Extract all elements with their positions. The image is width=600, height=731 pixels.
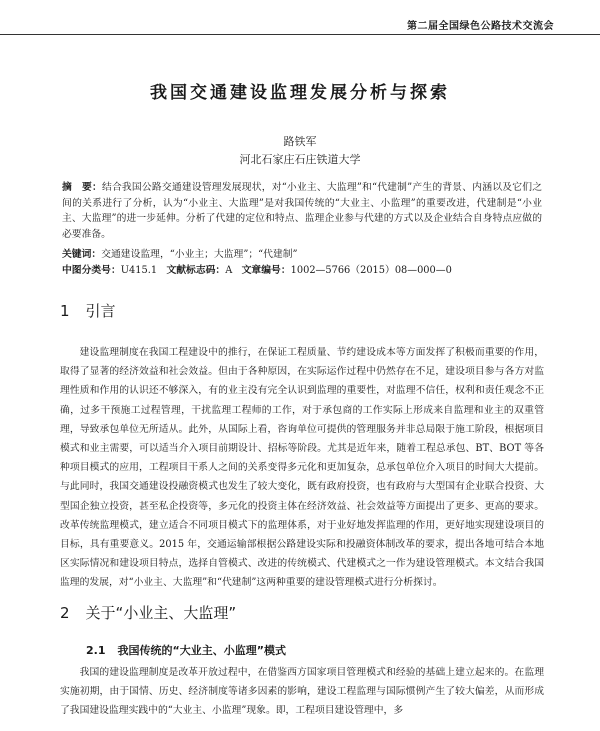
clc-label: 中图分类号：: [62, 265, 121, 276]
paper-title: 我国交通建设监理发展分析与探索: [150, 83, 450, 103]
section-2-heading: [60, 602, 236, 623]
section-2-1-title: 我国传统的“大业主、小监理”模式: [117, 644, 286, 657]
author-affiliation: 河北石家庄石庄铁道大学: [239, 153, 361, 166]
running-header: [0, 14, 600, 35]
abstract-text: 结合我国公路交通建设管理发展现状，对“小业主、大监理”和“代建制”产生的背景、内涵以及它们之间的关系进行了分析，认为“小业主、大监理”是对我国传统的“大业主、小监理”的重要改进，代建制是“小业主、大监理”的进一步延伸。分析了代建的定位和特点、监理企业参与代建的方式以及企业结合自身特点应做的必要准备。: [62, 182, 542, 240]
clc-value: U415.1: [120, 265, 158, 276]
section-2-1-number: 2.1: [86, 644, 106, 657]
section-1-body: 建设监理制度在我国工程建设中的推行，在保证工程质量、节约建设成本等方面发挥了积极而重要的作用，取得了显著的经济效益和社会效益。但由于各种原因，在实际运作过程中仍然存在不足，建设项目参与各方对监理性质和作用的认识还不够深入，有的业主没有完全认识到监理的重要性，对监理不信任，权利和责任观念不正确，过多干预施工过程管理，干扰监理工程师的工作，对于承包商的工作实际上形成来自监理和业主的双重管理，导致承包单位无所适从。此外，从国际上看，咨询单位可提供的管理服务并非总局限于施工阶段，根据项目模式和业主需要，可以适当介入项目前期设计、招标等阶段。尤其是近年来，随着工程总承包、BT、BOT 等各种项目模式的应用，工程项目干系人之间的关系变得多元化和更加复杂，总承包单位介入项目的时间大大提前。与此同时，我国交通建设投融资模式也发生了较大变化，既有政府投资，也有政府与大型国有企业联合投资、大型国企独立投资，甚至私企投资等，多元化的投资主体在经济效益、社会效益等方面提出了更多、更高的要求。改革传统监理模式，建立适合不同项目模式下的监理体系，对于业好地发挥监理的作用，更好地实现建设项目的目标，具有重要意义。2015 年，交通运输部根据公路建设实际和投融资体制改革的要求，提出各地可结合本地区实际情况和建设项目特点，选择自管模式、改进的传统模式、代建模式之一作为建设管理模式。本文结合我国监理的发展，对“小业主、大监理”和“代建制”这两种重要的建设管理模式进行分析探讨。: [60, 347, 544, 589]
author-name: 路铁军: [283, 135, 317, 148]
keywords-label: 关键词：: [62, 249, 102, 260]
keywords: [62, 247, 542, 262]
doc-code-value: A: [225, 265, 233, 276]
article-no-label: 文章编号：: [241, 265, 291, 276]
doc-code-label: 文献标志码：: [166, 265, 226, 276]
abstract: [62, 180, 542, 242]
article-no-value: 1002—5766（2015）08—000—0: [290, 265, 452, 276]
section-1-title: 引言: [85, 302, 116, 320]
section-1-number: 1: [60, 302, 70, 320]
section-2-number: 2: [60, 604, 70, 622]
section-2-1-body: 我国的建设监理制度是改革开放过程中，在借鉴西方国家项目管理模式和经验的基础上建立起来的。在监理实施初期，由于国情、历史、经济制度等诸多因素的影响，建设工程监理与国际惯例产生了较大偏差，从而形成了我国建设监理实践中的“大业主、小监理”现象。即，工程项目建设管理中，多: [60, 667, 544, 717]
section-1-heading: [60, 300, 116, 321]
conference-name: 第二届全国绿色公路技术交流会: [407, 21, 554, 32]
section-2-title: 关于“小业主、大监理”: [85, 604, 237, 622]
classification-line: [62, 263, 542, 278]
abstract-label: 摘 要：: [62, 182, 102, 193]
keywords-text: 交通建设监理，“小业主；大监理”；“代建制”: [101, 249, 298, 260]
section-2-1-heading: [86, 642, 286, 658]
